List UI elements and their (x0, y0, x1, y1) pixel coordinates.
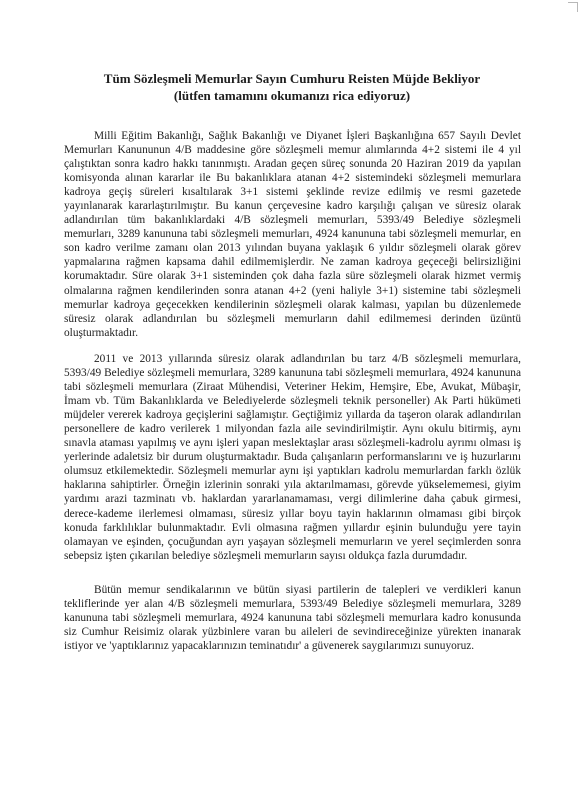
document-subtitle: (lütfen tamamını okumanızı rica ediyoruz) (173, 88, 411, 103)
page-corner-mark (568, 2, 578, 12)
document-title: Tüm Sözleşmeli Memurlar Sayın Cumhuru Reisten Müjde Bekliyor (103, 71, 481, 86)
paragraph-2: 2011 ve 2013 yıllarında süresiz olarak adlandırılan bu tarz 4/B sözleşmeli memurlara, 5393/49 Belediye sözleşmeli memurlara, 3289 kanununa tabi sözleşmeli memurlara, 4924 kanununa tabi sözleşmeli memurlara (Ziraat Mühendisi, Veteriner Hekim, Hemşire, Ebe, Avukat, Mübaşir, İmam vb. Tüm Bakanlıklarda ve Belediyelerde sözleşmeli teknik personeller) Ak Parti hükümeti müjdeler vererek kadroya geçişlerini sağlamıştır. Geçtiğimiz yıllarda da taşeron olarak adlandırılan personellere de kadro verilerek 1 milyondan fazla aile sevindirilmiştir. Aynı okulu bitirmiş, aynı sınavla ataması yapılmış ve aynı işleri yapan meslektaşlar arası sözleşmeli-kadrolu ayrımı olması iş yerlerinde adaletsiz bir durum oluşturmaktadır. Buda çalışanların performanslarını ve iş huzurlarını olumsuz etkilemektedir. Sözleşmeli memurlar aynı işi yaptıkları kadrolu memurlardan farklı özlük haklarına sahiptirler. Örneğin izlerinin sonraki yıla aktarılmaması, görevde yükselememesi, giyim yardımı arazi tazminatı vb. haklardan yararlanamaması, vergi dilimlerine daha çabuk girmesi, derece-kademe ilerlemesi olmaması, süresiz yıllar boyu tayin haklarının olmaması gibi birçok konuda farklılıklar bulunmaktadır. Evli olmasına rağmen yıllardır eşinin bulunduğu yere tayin olamayan ve eşinden, çocuğundan ayrı yaşayan sözleşmeli memurların ve yerel seçimlerden sonra sebepsiz işten çıkarılan belediye sözleşmeli memurların sayısı oldukça fazla durumdadır. (64, 353, 521, 562)
paragraph-1: Milli Eğitim Bakanlığı, Sağlık Bakanlığı ve Diyanet İşleri Başkanlığına 657 Sayılı Devlet Memurları Kanununun 4/B maddesine göre sözleşmeli memur alımlarında 4+2 sistemi ile 4 yıl çalıştıktan sonra kadro hakkı tanınmıştı. Aradan geçen süreç sonunda 20 Haziran 2019 da yapılan komisyonda alınan kararlar ile Bu bakanlıklara atanan 4+2 sistemindeki sözleşmeli memurlara kadroya geçiş süreleri kısaltılarak 3+1 sistemi şeklinde revize edilmiş ve resmi gazetede yayınlanarak kararlaştırılmıştır. Bu kanun çerçevesine kadro karşılığı çalışan ve süresiz olarak adlandırılan tüm bakanlıklardaki 4/B sözleşmeli memurları, 5393/49 Belediye sözleşmeli memurları, 3289 kanununa tabi sözleşmeli memurları, 4924 kanununa tabi sözleşmeli memurlar, en son kadro verilme zamanı olan 2013 yılından buyana yaklaşık 6 yıldır sözleşmeli olarak görev yapmalarına rağmen kapsama dahil edilmemişlerdir. Ne zaman kadroya geçeceği belirsizliğini korumaktadır. Süre olarak 3+1 sisteminden çok daha fazla süre sözleşmeli olarak hizmet vermiş olmalarına rağmen kendilerinden sonra atanan 4+2 (yeni haliyle 3+1) sistemine tabi sözleşmeli memurlar kadroya geçecekken kendilerinin sözleşmeli olarak kalması, yapılan bu düzenlemede süresiz olarak adlandırılan bu sözleşmeli memurların dahil edilmemesi derinden üzüntü oluşturmaktadır. (64, 130, 521, 339)
paragraph-3: Bütün memur sendikalarının ve bütün siyasi partilerin de talepleri ve verdikleri kanun tekliflerinde yer alan 4/B sözleşmeli memurlara, 5393/49 Belediye sözleşmeli memurlara, 3289 kanununa tabi sözleşmeli memurlara, 4924 kanununa tabi sözleşmeli memurlara kadro konusunda siz Cumhur Reisimiz olarak yüzbinlere varan bu aileleri de sevindireceğinize yürekten inanarak istiyor ve 'yaptıklarınız yapacaklarınızın teminatıdır' a güvenerek saygılarımızı sunuyoruz. (64, 584, 521, 653)
